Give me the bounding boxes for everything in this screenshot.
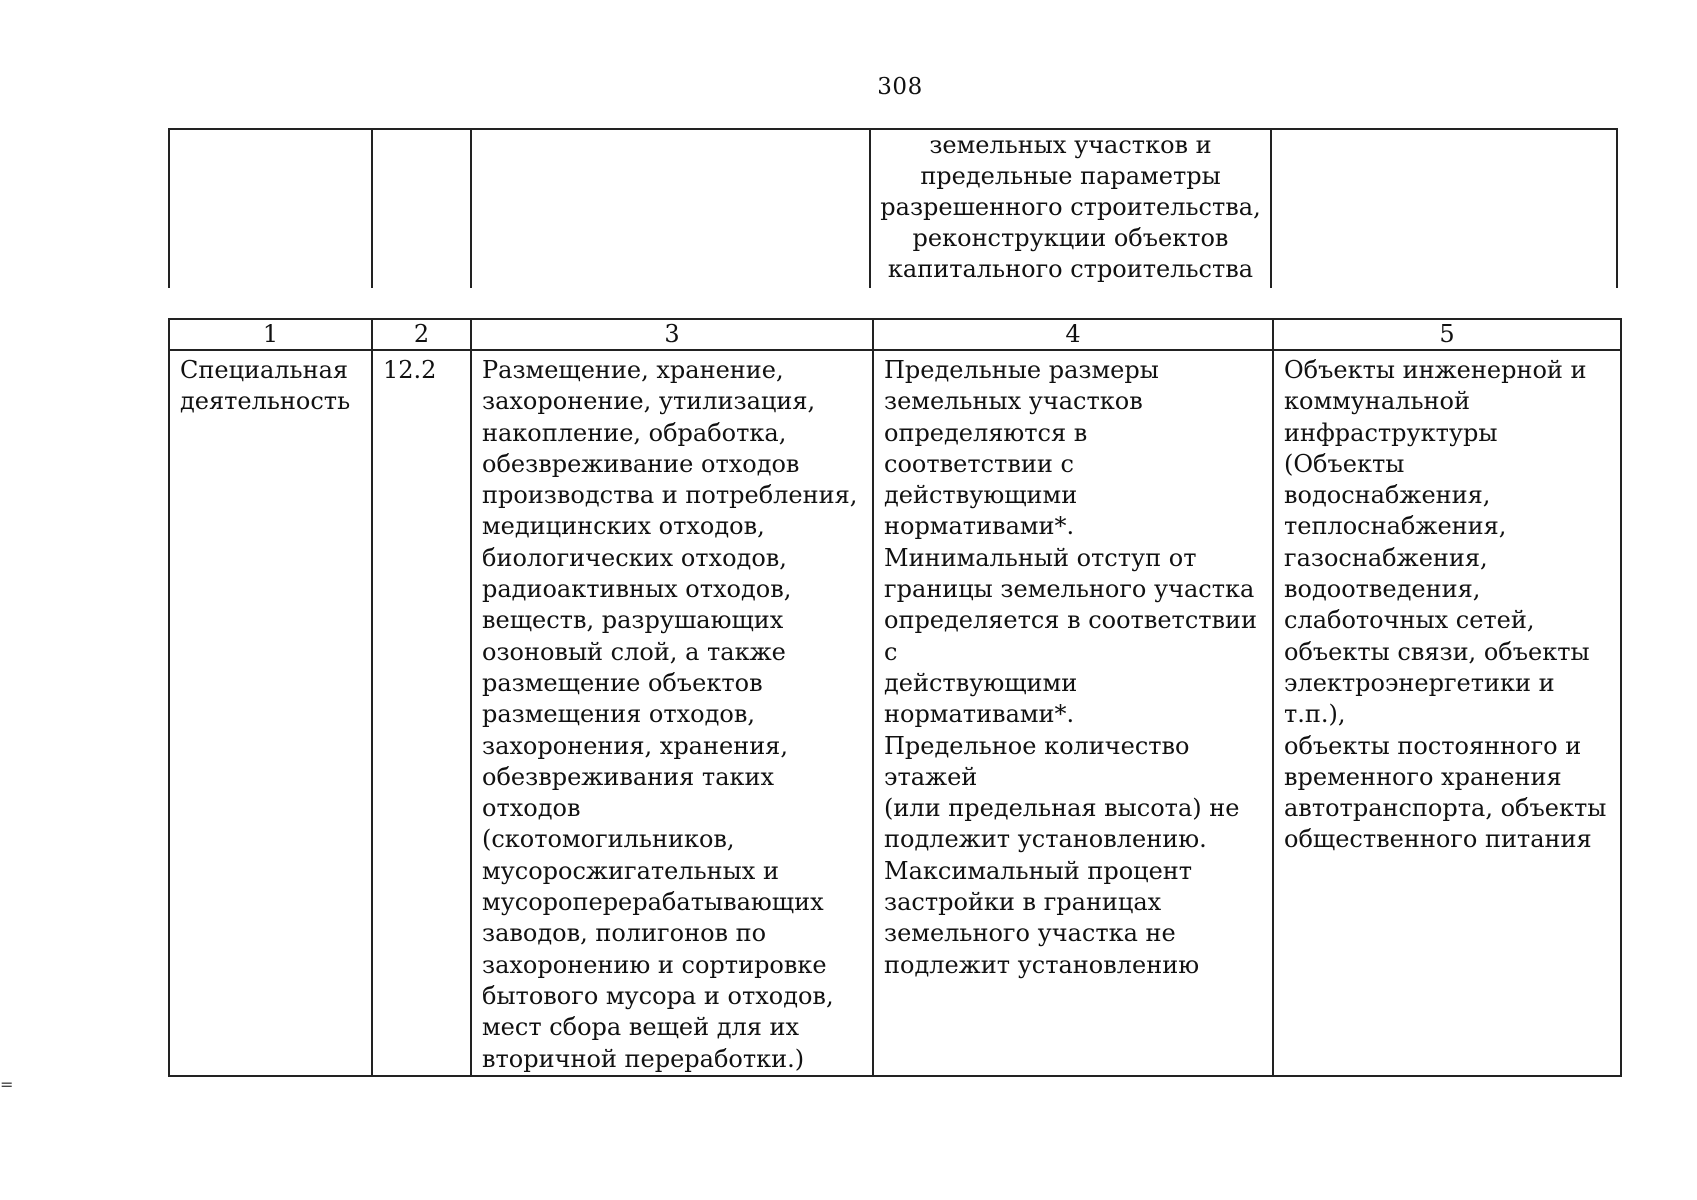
page-number: 308 xyxy=(877,74,923,100)
text-line: медицинских отходов, xyxy=(482,512,765,541)
text-line: биологических отходов, xyxy=(482,543,787,572)
text-line: Размещение, хранение, xyxy=(482,356,784,384)
text-line: водоснабжения, xyxy=(1284,481,1491,510)
text-line: озоновый слой, а также xyxy=(482,637,786,666)
text-line: газоснабжения, xyxy=(1284,543,1488,572)
text-line: действующими нормативами*. xyxy=(884,668,1078,729)
text-line: Предельные размеры xyxy=(884,356,1159,384)
text-line: слаботочных сетей, xyxy=(1284,606,1535,635)
land-use-parameters-cell xyxy=(873,350,1273,1076)
text-line: мусоросжигательных и xyxy=(482,856,779,885)
text-line: коммунальной xyxy=(1284,387,1470,416)
land-use-table xyxy=(168,318,1622,1077)
land-use-code-cell xyxy=(372,350,471,1076)
text-line: размещения отходов, xyxy=(482,700,755,729)
text-line: земельных участков xyxy=(884,387,1143,416)
text-line: теплоснабжения, xyxy=(1284,512,1507,541)
text-line: захоронению и сортировке xyxy=(482,950,827,979)
text-line: действующими нормативами*. xyxy=(884,481,1078,541)
text-line: автотранспорта, объекты xyxy=(1284,794,1607,823)
text-line: захоронение, утилизация, xyxy=(482,387,816,416)
text-line: определяются в соответствии с xyxy=(884,418,1088,478)
column-number: 2 xyxy=(372,319,471,350)
land-use-code: 12.2 xyxy=(383,356,437,384)
continued-col-5 xyxy=(1271,129,1617,288)
continued-col-4-line: разрешенного строительства, xyxy=(880,193,1261,221)
continued-col-4-line: капитального строительства xyxy=(887,255,1254,283)
text-line: мест сбора вещей для их xyxy=(482,1013,800,1042)
continued-col-3 xyxy=(471,129,870,288)
text-line: деятельность xyxy=(180,387,351,416)
text-line: (скотомогильников, xyxy=(482,825,735,854)
text-line: Предельное количество этажей xyxy=(884,731,1190,791)
column-number: 3 xyxy=(471,319,873,350)
land-use-description-cell xyxy=(471,350,873,1076)
text-line: захоронения, хранения, xyxy=(482,731,788,760)
text-line: временного хранения xyxy=(1284,762,1562,791)
table-row xyxy=(169,350,1621,1076)
continued-col-4-line: реконструкции объектов xyxy=(912,224,1229,252)
text-line: электроэнергетики и т.п.), xyxy=(1284,668,1555,729)
text-line: границы земельного участка xyxy=(884,575,1255,604)
text-line: инфраструктуры (Объекты xyxy=(1284,418,1498,478)
text-line: объекты связи, объекты xyxy=(1284,637,1590,666)
auxiliary-uses-cell xyxy=(1273,350,1621,1076)
column-number: 4 xyxy=(873,319,1273,350)
column-number-row xyxy=(169,319,1621,350)
text-line: застройки в границах xyxy=(884,888,1162,917)
text-line: накопление, обработка, xyxy=(482,418,787,447)
text-line: объекты постоянного и xyxy=(1284,731,1582,760)
text-line: земельного участка не xyxy=(884,919,1176,948)
continued-col-4-line: земельных участков и xyxy=(929,131,1212,159)
text-line: Специальная xyxy=(180,356,349,384)
text-line: заводов, полигонов по xyxy=(482,919,767,948)
continued-col-4 xyxy=(870,129,1271,288)
text-line: определяется в соответствии с xyxy=(884,606,1258,666)
text-line: размещение объектов xyxy=(482,668,763,697)
text-line: бытового мусора и отходов, xyxy=(482,981,834,1010)
continued-col-1 xyxy=(169,129,372,288)
text-line: (или предельная высота) не xyxy=(884,794,1240,823)
text-line: обезвреживание отходов xyxy=(482,449,800,478)
text-line: Максимальный процент xyxy=(884,856,1193,885)
land-use-name-cell xyxy=(169,350,372,1076)
text-line: радиоактивных отходов, xyxy=(482,575,792,604)
text-line: производства и потребления, xyxy=(482,481,858,510)
text-line: подлежит установлению xyxy=(884,950,1200,979)
margin-mark: = xyxy=(0,1075,14,1094)
column-number: 5 xyxy=(1273,319,1621,350)
text-line: обезвреживания таких отходов xyxy=(482,762,775,823)
text-line: мусороперерабатывающих xyxy=(482,888,824,917)
text-line: общественного питания xyxy=(1284,825,1592,854)
continued-col-4-line: предельные параметры xyxy=(920,162,1221,190)
continued-col-2 xyxy=(372,129,471,288)
text-line: подлежит установлению. xyxy=(884,825,1207,854)
text-line: водоотведения, xyxy=(1284,575,1481,604)
text-line: Минимальный отступ от xyxy=(884,543,1197,572)
continued-table-header xyxy=(168,128,1618,288)
column-number: 1 xyxy=(169,319,372,350)
text-line: веществ, разрушающих xyxy=(482,606,784,635)
text-line: Объекты инженерной и xyxy=(1284,356,1587,384)
text-line: вторичной переработки.) xyxy=(482,1044,805,1073)
